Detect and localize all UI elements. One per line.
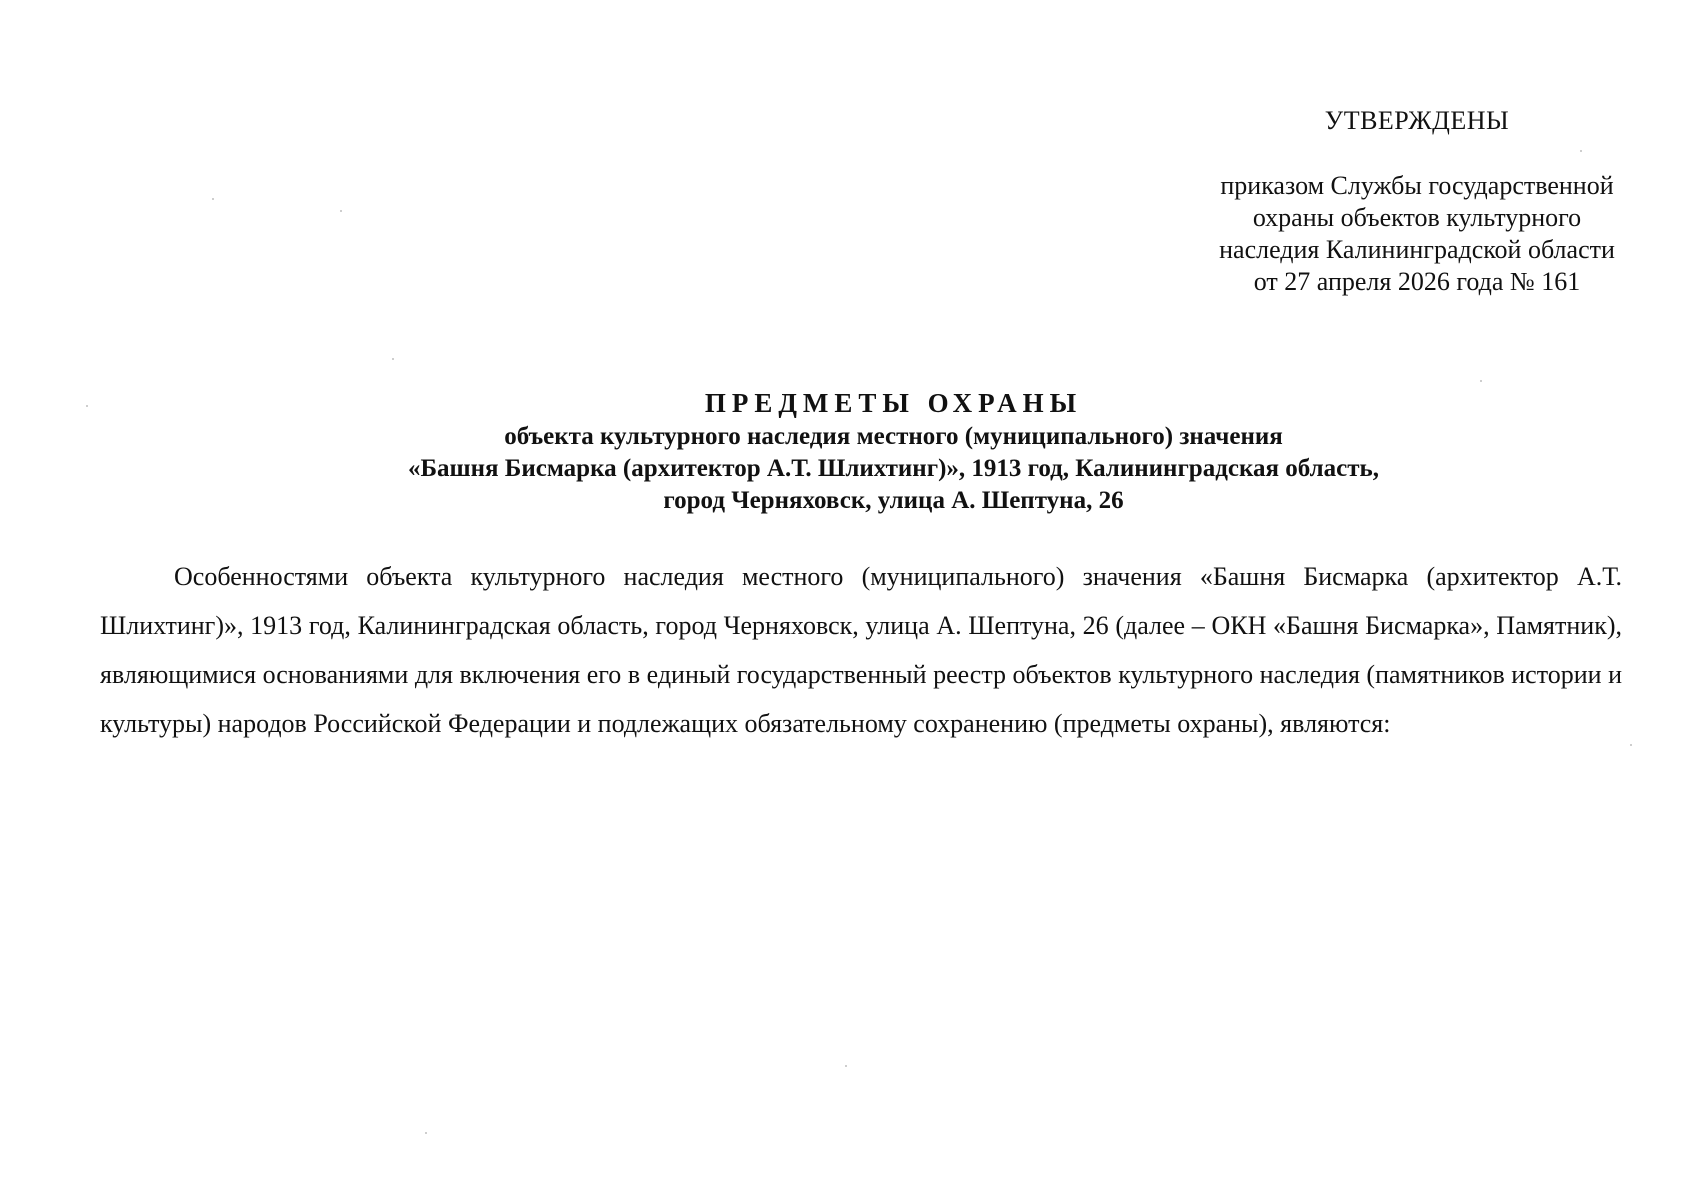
approval-block — [1197, 106, 1637, 298]
body-paragraph: Особенностями объекта культурного наследия местного (муниципального) значения «Башня Бисмарка (архитектор А.Т. Шлихтинг)», 1913 год, Калининградская область, город Черняховск, улица А. Шептуна, 26 (далее – ОКН «Башня Бисмарка», Памятник), являющимися основаниями для включения его в единый государственный реестр объектов культурного наследия (памятников истории и культуры) народов Российской Федерации и подлежащих обязательному сохранению (предметы охраны), являются: — [100, 562, 1622, 738]
heading-name-line: «Башня Бисмарка (архитектор А.Т. Шлихтинг)», 1913 год, Калининградская область, — [407, 455, 1380, 482]
document-title: ПРЕДМЕТЫ ОХРАНЫ — [704, 388, 1083, 418]
scan-speck — [425, 1132, 427, 1134]
approval-order-line: приказом Службы государственной — [1220, 171, 1614, 200]
scan-speck — [1480, 380, 1482, 382]
scan-speck — [86, 405, 88, 407]
scan-speck — [1630, 744, 1632, 746]
scan-speck — [392, 358, 394, 360]
scan-speck — [1580, 150, 1582, 152]
approval-title: УТВЕРЖДЕНЫ — [1324, 106, 1510, 135]
scan-speck — [212, 198, 214, 200]
approval-agency-line: охраны объектов культурного — [1252, 203, 1582, 232]
scan-speck — [340, 210, 342, 212]
approval-date-line: от 27 апреля 2026 года № 161 — [1253, 267, 1581, 296]
approval-region-line: наследия Калининградской области — [1219, 235, 1615, 264]
heading-object-line: объекта культурного наследия местного (муниципального) значения — [504, 423, 1283, 450]
heading-address-line: город Черняховск, улица А. Шептуна, 26 — [663, 487, 1124, 514]
document-heading — [0, 385, 1697, 517]
scan-speck — [845, 1065, 847, 1067]
